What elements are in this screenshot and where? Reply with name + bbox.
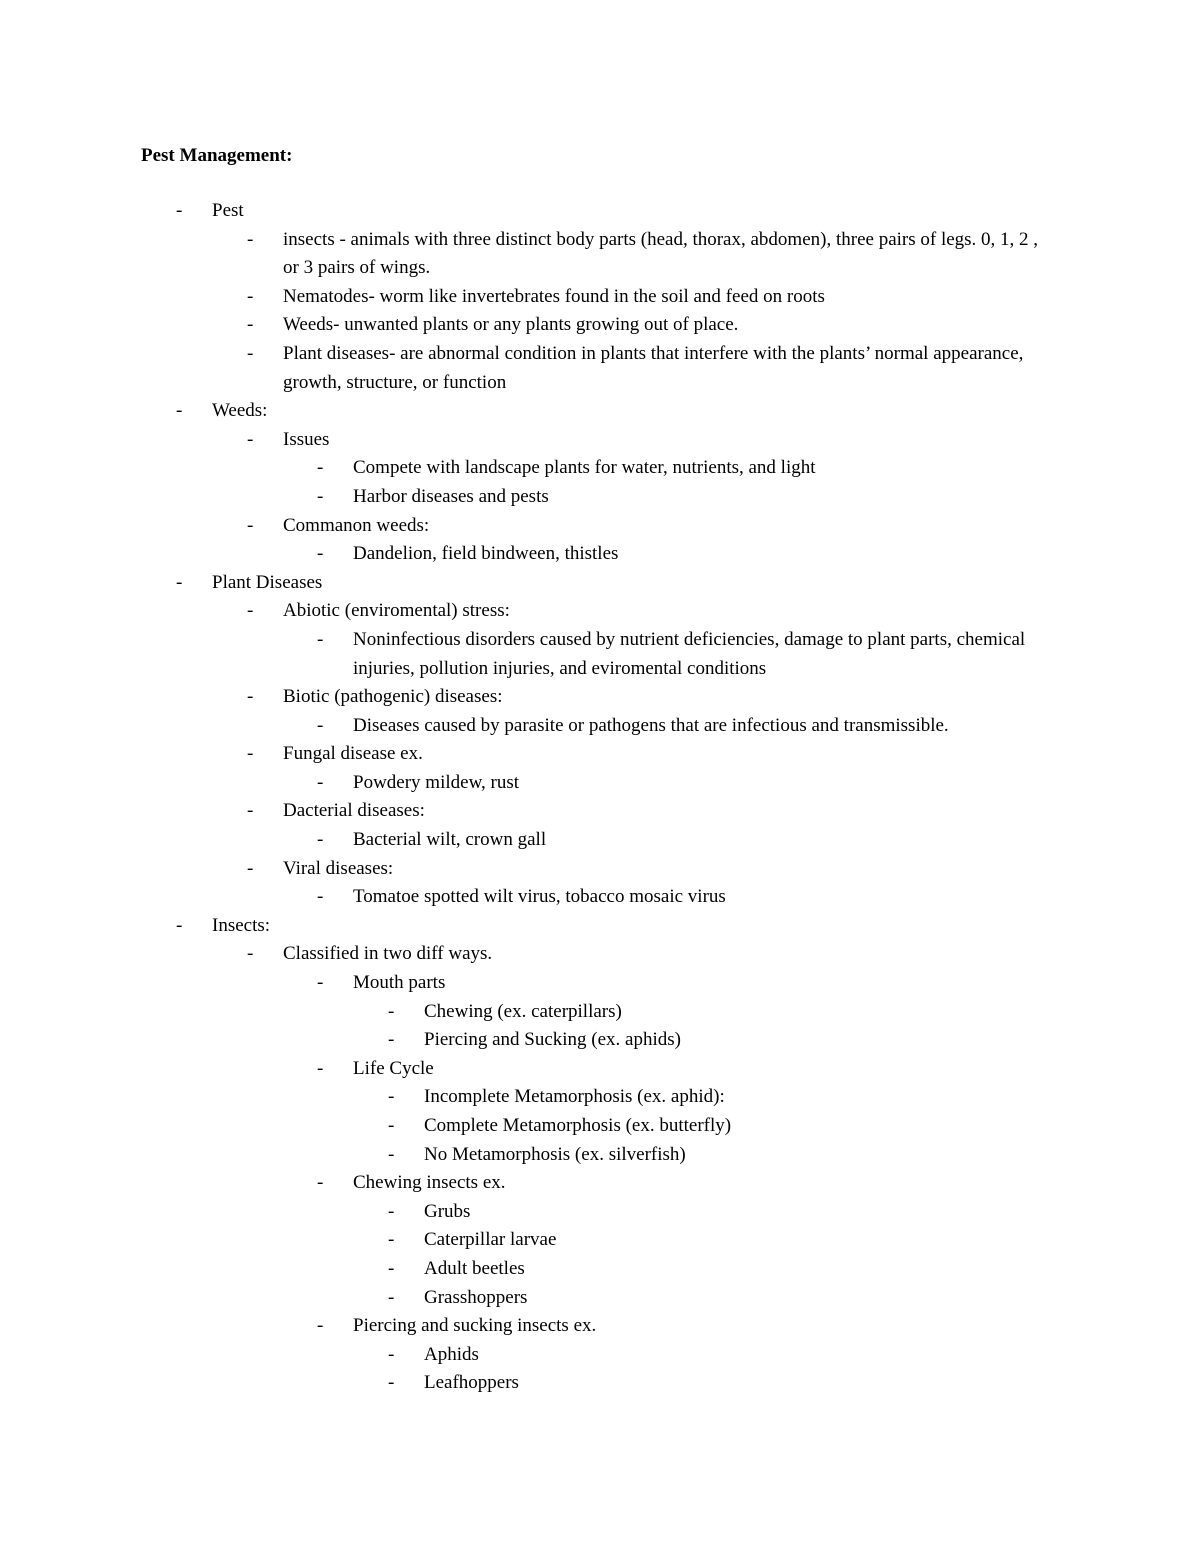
bullet-dash: - xyxy=(247,228,254,250)
outline-item-level-3 xyxy=(317,969,1043,998)
bullet-dash: - xyxy=(388,1115,395,1136)
bullet-dash: - xyxy=(317,543,324,565)
bullet-dash: - xyxy=(388,1200,395,1222)
outline-item-level-2 xyxy=(247,597,1043,626)
outline-item-text: Leafhoppers xyxy=(424,1372,519,1394)
outline-item-level-3 xyxy=(317,883,1043,912)
outline-item-level-1 xyxy=(176,569,1042,598)
bullet-dash: - xyxy=(176,914,183,936)
bullet-dash: - xyxy=(317,1057,324,1079)
outline-item-level-2 xyxy=(247,740,1043,769)
outline-item-text: insects - animals with three distinct body parts (head, thorax, abdomen), three pairs of legs. 0, 1, 2 , or 3 pairs of wings. xyxy=(283,228,1039,279)
outline-item-level-4 xyxy=(388,998,1044,1027)
outline-item-text: Bacterial wilt, crown gall xyxy=(353,829,547,851)
bullet-dash: - xyxy=(247,800,254,822)
outline-item-level-2 xyxy=(247,311,1043,340)
outline-item-text: Noninfectious disorders caused by nutrient deficiencies, damage to plant parts, chemical injuries, pollution injuries, and eviromental conditions xyxy=(353,628,1026,679)
outline-item-level-2 xyxy=(247,340,1043,397)
bullet-dash: - xyxy=(317,886,324,908)
outline-item-level-1 xyxy=(176,397,1042,426)
bullet-dash: - xyxy=(317,1315,324,1337)
outline-item-level-2 xyxy=(247,855,1043,884)
bullet-dash: - xyxy=(247,514,254,536)
outline-item-level-4 xyxy=(388,1083,1044,1112)
outline-item-text: Pest xyxy=(212,200,244,221)
bullet-dash: - xyxy=(247,857,254,879)
bullet-dash: - xyxy=(388,1086,395,1108)
outline-item-text: Insects: xyxy=(212,914,271,936)
outline-item-text: Mouth parts xyxy=(353,972,446,994)
outline-item-text: Tomatoe spotted wilt virus, tobacco mosaic virus xyxy=(353,886,726,908)
bullet-dash: - xyxy=(388,1286,395,1308)
outline-item-text: Weeds: xyxy=(212,400,268,422)
bullet-dash: - xyxy=(317,457,324,479)
outline-item-text: Chewing insects ex. xyxy=(353,1172,506,1194)
bullet-dash: - xyxy=(388,1343,395,1365)
outline-item-level-4 xyxy=(388,1141,1044,1170)
outline-item-text: Adult beetles xyxy=(424,1257,525,1279)
outline-item-text: Nematodes- worm like invertebrates found in the soil and feed on roots xyxy=(283,285,825,307)
outline-item-text: Grasshoppers xyxy=(424,1286,528,1308)
outline-item-level-3 xyxy=(317,454,1043,483)
bullet-dash: - xyxy=(176,571,183,593)
document-title: Pest Management: xyxy=(141,145,293,166)
bullet-dash: - xyxy=(388,1000,395,1022)
outline-item-level-1 xyxy=(176,197,1042,226)
outline-item-text: Life Cycle xyxy=(353,1057,434,1079)
outline-item-text: Piercing and sucking insects ex. xyxy=(353,1315,597,1337)
bullet-dash: - xyxy=(247,943,254,965)
outline-item-level-2 xyxy=(247,426,1043,455)
outline-item-text: No Metamorphosis (ex. silverfish) xyxy=(424,1143,686,1165)
bullet-dash: - xyxy=(317,485,324,507)
outline-item-text: Harbor diseases and pests xyxy=(353,485,549,507)
bullet-dash: - xyxy=(176,200,183,221)
outline-item-level-4 xyxy=(388,1112,1044,1141)
bullet-dash: - xyxy=(317,714,324,736)
outline-item-level-3 xyxy=(317,826,1043,855)
outline-item-text: Biotic (pathogenic) diseases: xyxy=(283,686,503,708)
bullet-dash: - xyxy=(247,285,254,307)
outline-item-text: Dacterial diseases: xyxy=(283,800,425,822)
outline-item-level-4 xyxy=(388,1026,1044,1055)
outline-item-text: Abiotic (enviromental) stress: xyxy=(283,600,510,622)
outline-item-level-4 xyxy=(388,1198,1044,1227)
outline-item-level-2 xyxy=(247,512,1043,541)
bullet-dash: - xyxy=(388,1029,395,1051)
outline-item-text: Powdery mildew, rust xyxy=(353,771,520,793)
outline-item-text: Aphids xyxy=(424,1343,479,1365)
bullet-dash: - xyxy=(247,314,254,336)
bullet-dash: - xyxy=(176,400,183,422)
outline-item-text: Incomplete Metamorphosis (ex. aphid): xyxy=(424,1086,725,1108)
outline-item-text: Compete with landscape plants for water, nutrients, and light xyxy=(353,457,816,479)
outline-item-level-3 xyxy=(317,626,1043,683)
outline-item-level-2 xyxy=(247,226,1043,283)
bullet-dash: - xyxy=(317,829,324,851)
outline-item-text: Plant diseases- are abnormal condition in plants that interfere with the plants’ normal appearance, growth, structure, or function xyxy=(283,342,1024,393)
outline-item-text: Plant Diseases xyxy=(212,571,323,593)
outline-item-text: Classified in two diff ways. xyxy=(283,943,493,965)
outline-item-text: Caterpillar larvae xyxy=(424,1229,557,1251)
bullet-dash: - xyxy=(247,600,254,622)
bullet-dash: - xyxy=(247,428,254,450)
bullet-dash: - xyxy=(317,771,324,793)
outline-item-level-4 xyxy=(388,1255,1044,1284)
bullet-dash: - xyxy=(317,1172,324,1194)
bullet-dash: - xyxy=(247,342,254,364)
outline-item-text: Commanon weeds: xyxy=(283,514,430,536)
outline-item-level-3 xyxy=(317,712,1043,741)
outline-item-text: Piercing and Sucking (ex. aphids) xyxy=(424,1029,681,1051)
outline-item-text: Grubs xyxy=(424,1200,471,1222)
outline-item-level-4 xyxy=(388,1369,1044,1398)
bullet-dash: - xyxy=(317,972,324,994)
bullet-dash: - xyxy=(388,1143,395,1165)
outline-item-text: Viral diseases: xyxy=(283,857,394,879)
bullet-dash: - xyxy=(247,686,254,708)
outline-item-level-3 xyxy=(317,1312,1043,1341)
outline-item-text: Chewing (ex. caterpillars) xyxy=(424,1000,622,1022)
outline-item-level-4 xyxy=(388,1226,1044,1255)
outline-item-text: Complete Metamorphosis (ex. butterfly) xyxy=(424,1115,732,1136)
outline-item-level-2 xyxy=(247,940,1043,969)
outline-item-level-2 xyxy=(247,683,1043,712)
outline-item-level-3 xyxy=(317,769,1043,798)
outline-item-level-3 xyxy=(317,540,1043,569)
bullet-dash: - xyxy=(388,1372,395,1394)
outline-item-level-4 xyxy=(388,1341,1044,1370)
outline-item-text: Issues xyxy=(283,428,330,450)
outline-item-level-2 xyxy=(247,797,1043,826)
bullet-dash: - xyxy=(247,743,254,765)
outline-item-level-3 xyxy=(317,1169,1043,1198)
bullet-dash: - xyxy=(317,628,324,650)
bulleted-outline xyxy=(0,197,1200,1398)
outline-item-level-4 xyxy=(388,1284,1044,1313)
outline-item-text: Dandelion, field bindween, thistles xyxy=(353,543,619,565)
outline-item-level-3 xyxy=(317,483,1043,512)
outline-item-text: Diseases caused by parasite or pathogens that are infectious and transmissible. xyxy=(353,714,949,736)
outline-item-text: Weeds- unwanted plants or any plants growing out of place. xyxy=(283,314,739,336)
outline-item-level-1 xyxy=(176,912,1042,941)
outline-item-text: Fungal disease ex. xyxy=(283,743,423,765)
outline-item-level-3 xyxy=(317,1055,1043,1084)
outline-item-level-2 xyxy=(247,283,1043,312)
bullet-dash: - xyxy=(388,1257,395,1279)
bullet-dash: - xyxy=(388,1229,395,1251)
